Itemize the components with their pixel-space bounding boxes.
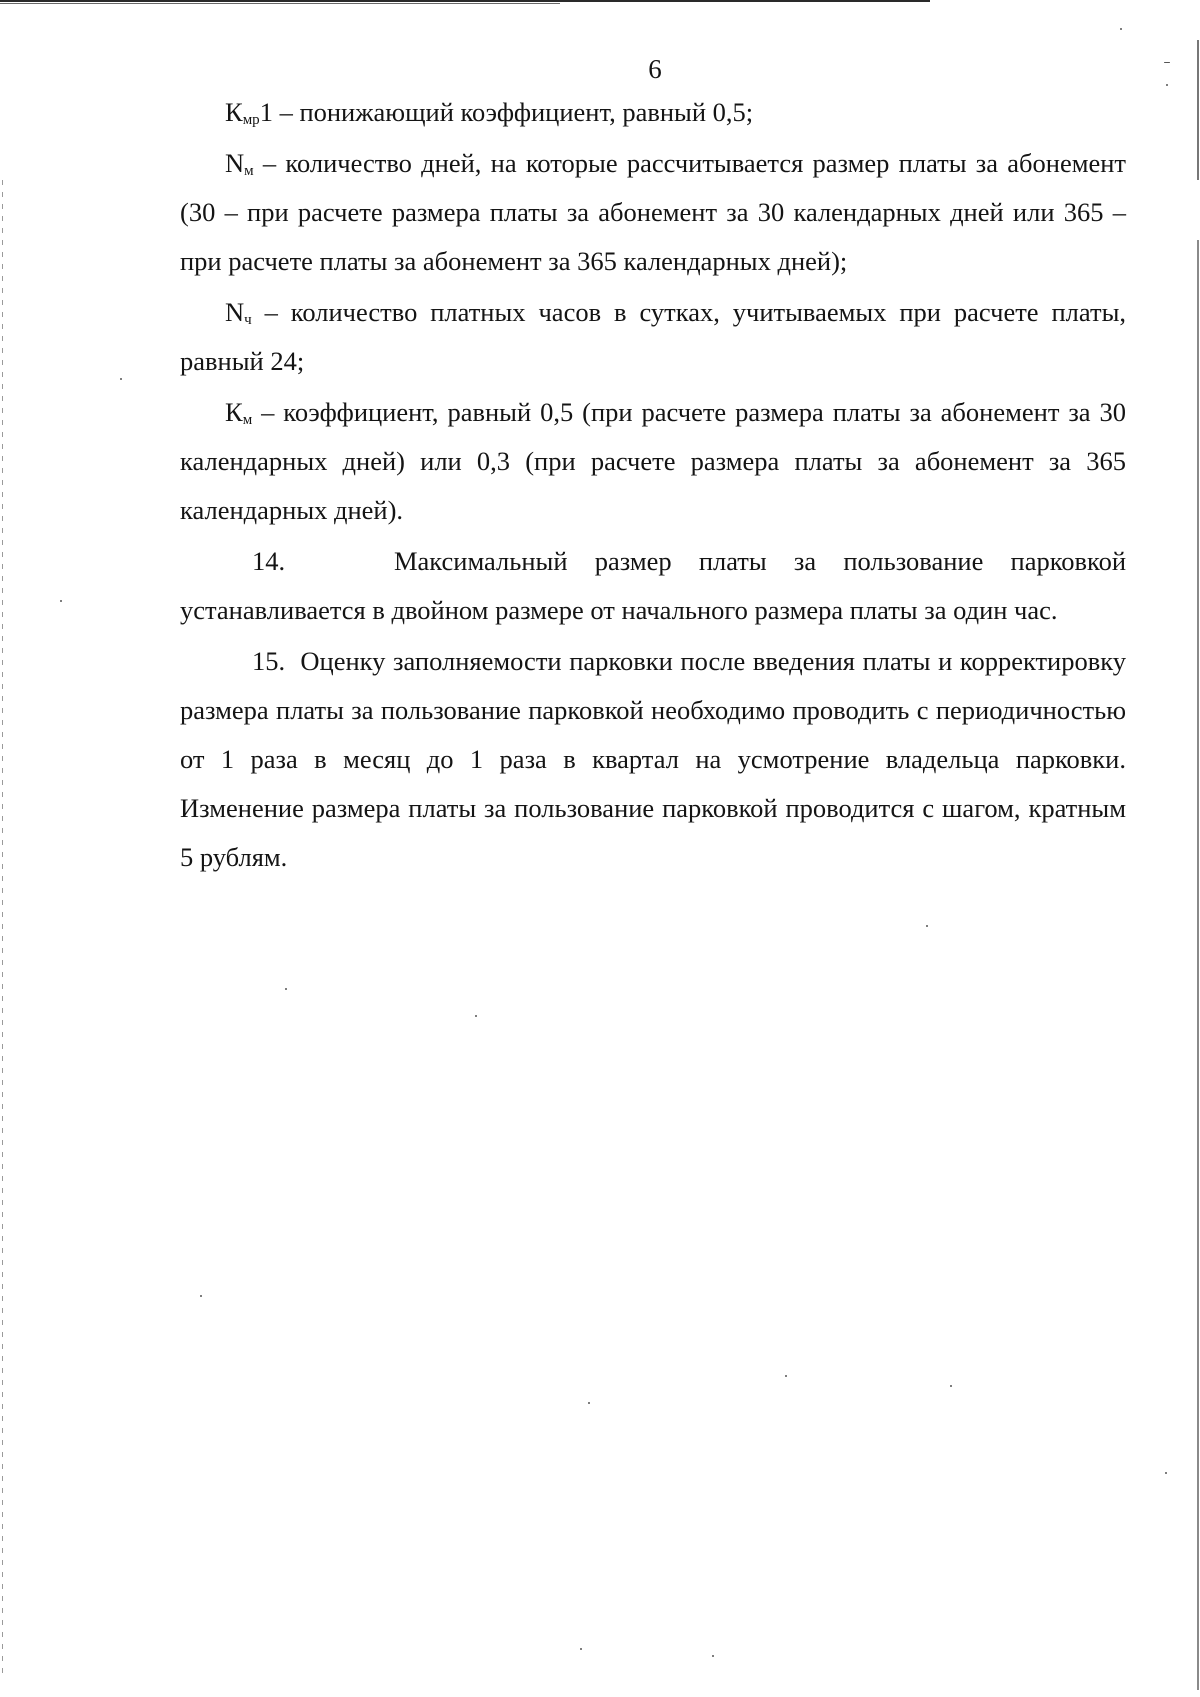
scan-speck	[588, 1402, 590, 1404]
definition-text: – количество платных часов в сутках, учитываемых при расчете платы, равный 24;	[180, 297, 1126, 376]
scan-speck	[285, 988, 287, 990]
symbol-subscript: ч	[244, 312, 252, 328]
scan-speck	[1164, 62, 1170, 63]
scan-speck	[475, 1015, 477, 1017]
clause-14	[180, 537, 1126, 635]
definition-text: – количество дней, на которые рассчитывается размер платы за абонемент (30 – при расчете размера платы за абонемент за 30 календарных дней или 365 – при расчете платы за абонемент за 365 календарных дней);	[180, 148, 1127, 276]
scan-speck	[200, 1295, 202, 1297]
definition-text: – коэффициент, равный 0,5 (при расчете размера платы за абонемент за 30 календарных дней) или 0,3 (при расчете размера платы за абонемент за 365 календарных дней).	[180, 397, 1126, 525]
scan-speck	[1166, 84, 1168, 86]
document-body	[180, 88, 1126, 882]
scan-speck	[120, 378, 122, 380]
clause-number: 15.	[252, 646, 286, 676]
page-number: 6	[648, 54, 662, 84]
clause-number: 14.	[252, 546, 286, 576]
clause-text: Максимальный размер платы за пользование парковкой устанавливается в двойном размере от начального размера платы за один час.	[180, 546, 1126, 625]
definition-text: – понижающий коэффициент, равный 0,5;	[279, 97, 754, 127]
clause-15	[180, 637, 1126, 882]
definition-k-m	[180, 388, 1126, 535]
scan-speck	[712, 1655, 714, 1657]
scan-speck	[950, 1385, 952, 1387]
scan-speck	[580, 1648, 582, 1650]
scan-edge-top-thin	[0, 3, 560, 4]
scan-edge-left	[2, 180, 3, 1680]
scan-speck	[926, 925, 928, 927]
definition-n-ch	[180, 288, 1126, 386]
scan-speck	[1120, 28, 1122, 30]
scan-edge-top	[0, 0, 930, 2]
symbol: К	[225, 97, 243, 127]
scan-speck	[60, 600, 62, 602]
symbol: N	[225, 297, 245, 327]
clause-text: Оценку заполняемости парковки после введения платы и корректировку размера платы за пользование парковкой необходимо проводить с периодичностью от 1 раза в месяц до 1 раза в квартал на усмотрение владельца парковки. Изменение размера платы за пользование парковкой проводится с шагом, кратным 5 рублям.	[180, 646, 1127, 872]
symbol: К	[225, 397, 243, 427]
scan-edge-right-lower	[1197, 240, 1199, 1690]
symbol-subscript: м	[244, 163, 254, 179]
symbol: N	[225, 148, 245, 178]
definition-k-mr1	[180, 88, 1126, 137]
symbol-subscript: м	[242, 412, 253, 428]
symbol-suffix: 1	[259, 97, 273, 127]
definition-n-m	[180, 139, 1126, 286]
scan-speck	[785, 1375, 787, 1377]
scan-speck	[1165, 1472, 1167, 1474]
symbol-subscript: мр	[242, 112, 260, 128]
